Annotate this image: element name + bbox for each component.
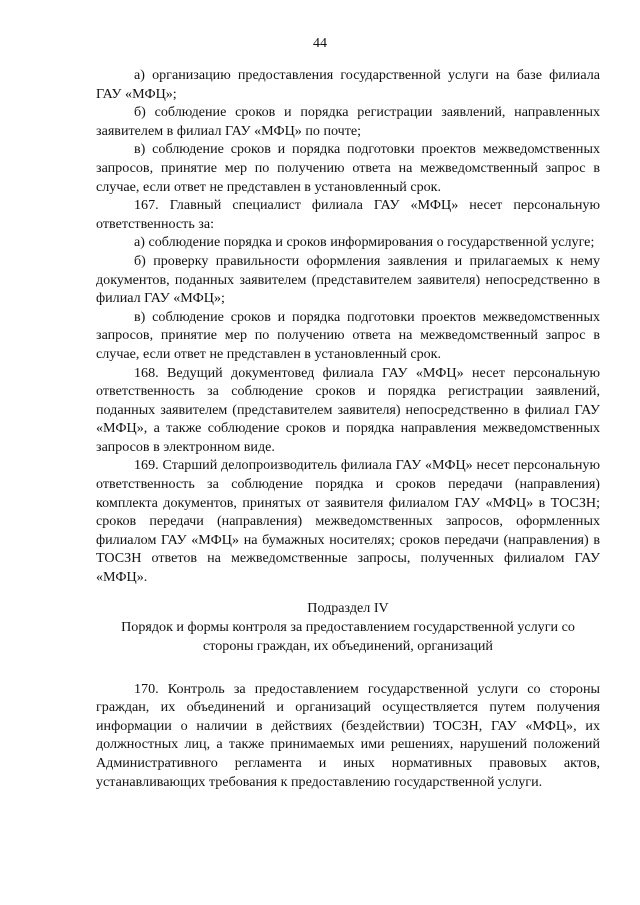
paragraph-168: 168. Ведущий документовед филиала ГАУ «МФЦ» несет персональную ответственность за соблюдение сроков и порядка регистрации заявлений, поданных заявителем (представителем заявителя) непосредственно в филиал ГАУ «МФЦ», а также соблюдение сроков и порядка направления межведомственных запросов в электронном виде. bbox=[96, 364, 600, 455]
paragraph-167b: б) проверку правильности оформления заявления и прилагаемых к нему документов, поданных заявителем (представителем заявителя) непосредственно в филиал ГАУ «МФЦ»; bbox=[96, 252, 600, 307]
subsection-title: Порядок и формы контроля за предоставлением государственной услуги со стороны граждан, их объединений, организаций bbox=[121, 618, 575, 654]
page-number: 44 bbox=[313, 36, 327, 51]
paragraph-167c: в) соблюдение сроков и порядка подготовки проектов межведомственных запросов, принятие мер по получению ответа на межведомственный запрос в случае, если ответ не представлен в установленный срок. bbox=[96, 308, 600, 362]
document-body bbox=[96, 66, 600, 791]
paragraph-166a: а) организацию предоставления государственной услуги на базе филиала ГАУ «МФЦ»; bbox=[96, 67, 600, 102]
subsection-label: Подраздел IV bbox=[307, 599, 389, 616]
paragraph-170: 170. Контроль за предоставлением государственной услуги со стороны граждан, их объединений и организаций осуществляется путем получения информации о наличии в действиях (бездействии) ТОСЗН, ГАУ «МФЦ», их должностных лиц, а также принимаемых ими решениях, нарушений положений Административного регламента и иных нормативных правовых актов, устанавливающих требования к предоставлению государственной услуги. bbox=[96, 680, 600, 790]
paragraph-166c: в) соблюдение сроков и порядка подготовки проектов межведомственных запросов, принятие мер по получению ответа на межведомственный запрос в случае, если ответ не представлен в установленный срок. bbox=[96, 141, 600, 195]
paragraph-167: 167. Главный специалист филиала ГАУ «МФЦ» несет персональную ответственность за: bbox=[96, 197, 600, 232]
paragraph-169: 169. Старший делопроизводитель филиала ГАУ «МФЦ» несет персональную ответственность за соблюдение порядка и сроков передачи (направления) комплекта документов, принятых от заявителя филиалом ГАУ «МФЦ» в ТОСЗН; сроков передачи (направления) межведомственных запросов, оформленных филиалом ГАУ «МФЦ» на бумажных носителях; сроков передачи (направления) в ТОСЗН ответов на межведомственные запросы, полученных филиалом ГАУ «МФЦ». bbox=[96, 457, 600, 586]
paragraph-166b: б) соблюдение сроков и порядка регистрации заявлений, направленных заявителем в филиал ГАУ «МФЦ» по почте; bbox=[96, 104, 600, 139]
paragraph-167a: а) соблюдение порядка и сроков информирования о государственной услуге; bbox=[134, 234, 595, 251]
